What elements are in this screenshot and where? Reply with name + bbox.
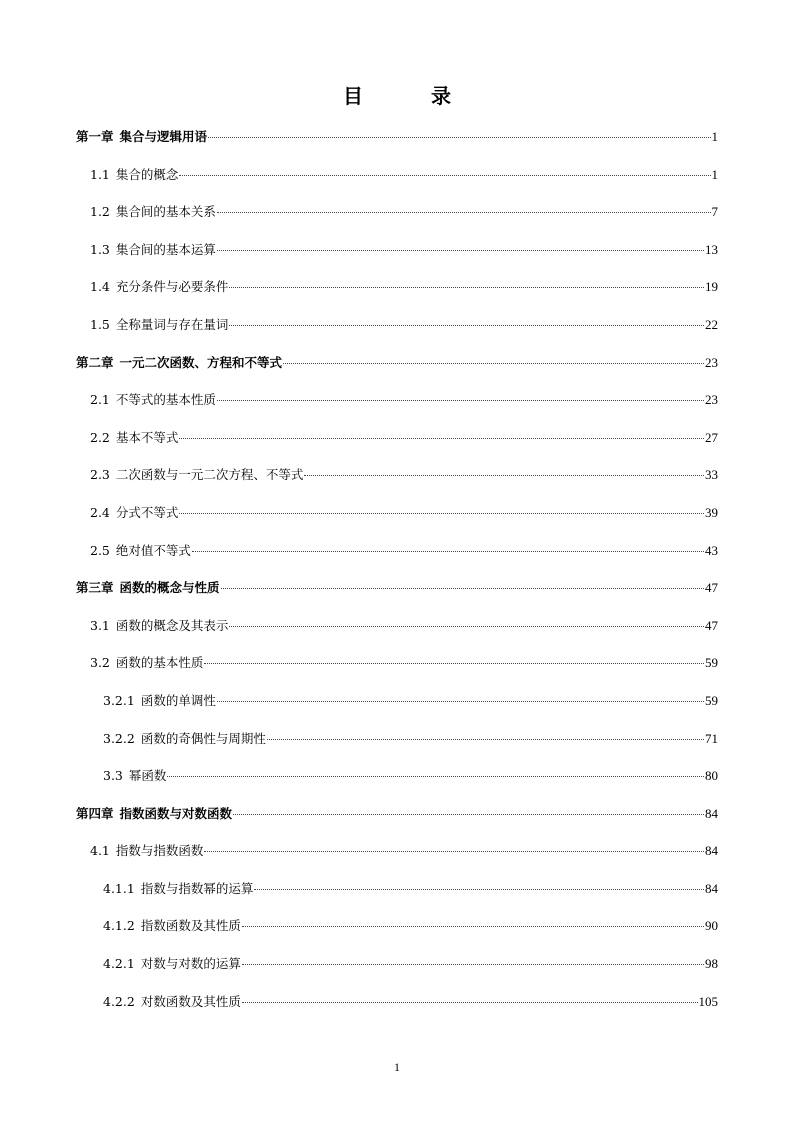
toc-entry-label [103, 763, 166, 789]
toc-entry-title: 二次函数与一元二次方程、不等式 [115, 467, 304, 483]
dot-leader [229, 325, 704, 326]
toc-entry-page: 27 [705, 429, 718, 445]
toc-entry-label [90, 312, 228, 338]
toc-entry-title: 幂函数 [128, 768, 167, 784]
dot-leader [204, 851, 704, 852]
toc-entry[interactable] [76, 913, 718, 951]
title-part-2: 录 [431, 84, 451, 108]
toc-entry[interactable] [76, 387, 718, 425]
dot-leader [208, 137, 710, 138]
toc-entry[interactable] [76, 500, 718, 538]
toc-entry-number: 3.3 [103, 768, 123, 784]
dot-leader [229, 287, 704, 288]
dot-leader [229, 626, 704, 627]
toc-entry[interactable] [76, 124, 718, 162]
toc-entry-title: 函数的单调性 [140, 692, 216, 708]
dot-leader [242, 1002, 698, 1003]
toc-entry[interactable] [76, 838, 718, 876]
toc-entry[interactable] [76, 876, 718, 914]
dot-leader [167, 776, 704, 777]
dot-leader [179, 513, 704, 514]
page-title [0, 82, 794, 110]
toc-entry-page: 33 [705, 467, 718, 483]
dot-leader [304, 475, 704, 476]
toc-entry[interactable] [76, 801, 718, 839]
toc-entry-title: 一元二次函数、方程和不等式 [119, 354, 283, 370]
toc-entry-page: 43 [705, 542, 718, 558]
toc-entry-number: 2.3 [90, 467, 110, 483]
toc-entry-number: 第四章 [76, 805, 114, 821]
toc-entry-label [90, 500, 178, 526]
toc-entry-title: 不等式的基本性质 [115, 392, 216, 408]
dot-leader [204, 663, 704, 664]
toc-entry-page: 23 [705, 354, 718, 370]
toc-entry-number: 4.1.2 [103, 918, 135, 934]
toc-entry-number: 第一章 [76, 129, 114, 144]
toc-entry-title: 集合与逻辑用语 [119, 129, 208, 144]
toc-entry-page: 90 [705, 918, 718, 934]
toc-entry-title: 指数函数及其性质 [140, 918, 241, 934]
toc-entry[interactable] [76, 538, 718, 576]
toc-entry-page: 19 [705, 279, 718, 295]
toc-entry-title: 函数的奇偶性与周期性 [140, 730, 266, 746]
toc-entry[interactable] [76, 162, 718, 200]
dot-leader [217, 212, 711, 213]
toc-entry[interactable] [76, 199, 718, 237]
toc-entry-number: 3.1 [90, 617, 110, 633]
toc-entry[interactable] [76, 763, 718, 801]
toc-entry-page: 1 [711, 166, 718, 182]
toc-entry[interactable] [76, 989, 718, 1027]
toc-entry-page: 84 [705, 805, 718, 821]
toc-entry-label [90, 274, 228, 300]
dot-leader [233, 814, 704, 815]
toc-entry-title: 充分条件与必要条件 [115, 279, 229, 295]
toc-entry-number: 2.2 [90, 429, 110, 445]
toc-entry-title: 函数的基本性质 [115, 655, 204, 671]
toc-entry-page: 98 [705, 956, 718, 972]
toc-entry-title: 集合间的基本关系 [115, 204, 216, 220]
toc-entry-label [103, 951, 241, 977]
toc-entry[interactable] [76, 951, 718, 989]
toc-entry-title: 对数函数及其性质 [140, 993, 241, 1009]
toc-entry-label [90, 199, 216, 225]
toc-entry-page: 47 [705, 617, 718, 633]
toc-entry-page: 22 [705, 316, 718, 332]
toc-entry-number: 4.1.1 [103, 880, 135, 896]
toc-entry-label [90, 613, 228, 639]
table-of-contents [76, 124, 718, 1026]
toc-entry-label [76, 801, 232, 827]
toc-entry-page: 23 [705, 392, 718, 408]
toc-entry-page: 7 [711, 204, 718, 220]
toc-entry-label [103, 913, 241, 939]
toc-entry-page: 105 [698, 993, 718, 1009]
toc-entry-label [76, 350, 282, 376]
toc-entry-number: 1.4 [90, 279, 110, 295]
toc-entry-label [103, 989, 241, 1015]
toc-entry-page: 71 [705, 730, 718, 746]
toc-entry-title: 函数的概念及其表示 [115, 617, 229, 633]
toc-entry-page: 1 [711, 129, 718, 144]
toc-entry-number: 4.1 [90, 843, 110, 859]
dot-leader [217, 701, 704, 702]
toc-entry-label [90, 462, 303, 488]
toc-entry-number: 2.4 [90, 504, 110, 520]
toc-entry-title: 绝对值不等式 [115, 542, 191, 558]
toc-entry-title: 集合的概念 [115, 166, 179, 182]
toc-entry[interactable] [76, 312, 718, 350]
toc-entry-number: 1.3 [90, 241, 110, 257]
toc-entry[interactable] [76, 425, 718, 463]
toc-entry-number: 3.2.2 [103, 730, 135, 746]
toc-entry-title: 基本不等式 [115, 429, 179, 445]
toc-entry[interactable] [76, 688, 718, 726]
toc-entry[interactable] [76, 462, 718, 500]
toc-entry-label [103, 688, 216, 714]
toc-entry-page: 13 [705, 241, 718, 257]
toc-entry-label [90, 162, 178, 188]
toc-entry-label [90, 838, 203, 864]
toc-entry-title: 集合间的基本运算 [115, 241, 216, 257]
toc-entry-title: 对数与对数的运算 [140, 956, 241, 972]
toc-entry-page: 80 [705, 768, 718, 784]
toc-entry-title: 指数与指数幂的运算 [140, 880, 254, 896]
toc-entry-number: 1.1 [90, 166, 110, 182]
toc-entry-page: 39 [705, 504, 718, 520]
dot-leader [179, 175, 710, 176]
toc-entry-number: 2.5 [90, 542, 110, 558]
toc-entry-label [90, 650, 203, 676]
toc-entry-page: 84 [705, 880, 718, 896]
dot-leader [217, 400, 704, 401]
toc-entry-number: 4.2.2 [103, 993, 135, 1009]
toc-entry-number: 第二章 [76, 354, 114, 370]
dot-leader [242, 964, 704, 965]
toc-entry[interactable] [76, 575, 718, 613]
toc-entry-title: 分式不等式 [115, 504, 179, 520]
dot-leader [242, 926, 704, 927]
toc-entry-page: 84 [705, 843, 718, 859]
toc-entry-title: 全称量词与存在量词 [115, 316, 229, 332]
toc-entry[interactable] [76, 237, 718, 275]
toc-entry-number: 3.2.1 [103, 692, 135, 708]
toc-entry-number: 3.2 [90, 655, 110, 671]
toc-entry-number: 2.1 [90, 392, 110, 408]
dot-leader [254, 889, 704, 890]
toc-entry-title: 指数函数与对数函数 [119, 805, 233, 821]
title-part-1: 目 [343, 84, 363, 108]
toc-entry-label [90, 425, 178, 451]
toc-entry[interactable] [76, 650, 718, 688]
dot-leader [221, 588, 704, 589]
toc-entry-label [76, 575, 220, 601]
dot-leader [192, 551, 704, 552]
toc-entry[interactable] [76, 613, 718, 651]
toc-entry-number: 1.5 [90, 316, 110, 332]
toc-entry-title: 指数与指数函数 [115, 843, 204, 859]
toc-entry-page: 47 [705, 580, 718, 596]
toc-entry-title: 函数的概念与性质 [119, 580, 220, 596]
toc-entry-page: 59 [705, 655, 718, 671]
toc-entry-label [103, 726, 266, 752]
toc-entry-label [103, 876, 253, 902]
toc-entry-label [90, 387, 216, 413]
toc-entry-number: 第三章 [76, 580, 114, 596]
dot-leader [217, 250, 704, 251]
dot-leader [283, 363, 704, 364]
dot-leader [179, 438, 704, 439]
toc-entry-number: 1.2 [90, 204, 110, 220]
toc-entry[interactable] [76, 726, 718, 764]
page-number: 1 [394, 1060, 400, 1074]
toc-entry-label [90, 237, 216, 263]
toc-entry-label [90, 538, 191, 564]
dot-leader [267, 739, 704, 740]
toc-entry-number: 4.2.1 [103, 956, 135, 972]
toc-entry-label [76, 124, 207, 150]
toc-entry[interactable] [76, 350, 718, 388]
toc-entry[interactable] [76, 274, 718, 312]
toc-entry-page: 59 [705, 692, 718, 708]
